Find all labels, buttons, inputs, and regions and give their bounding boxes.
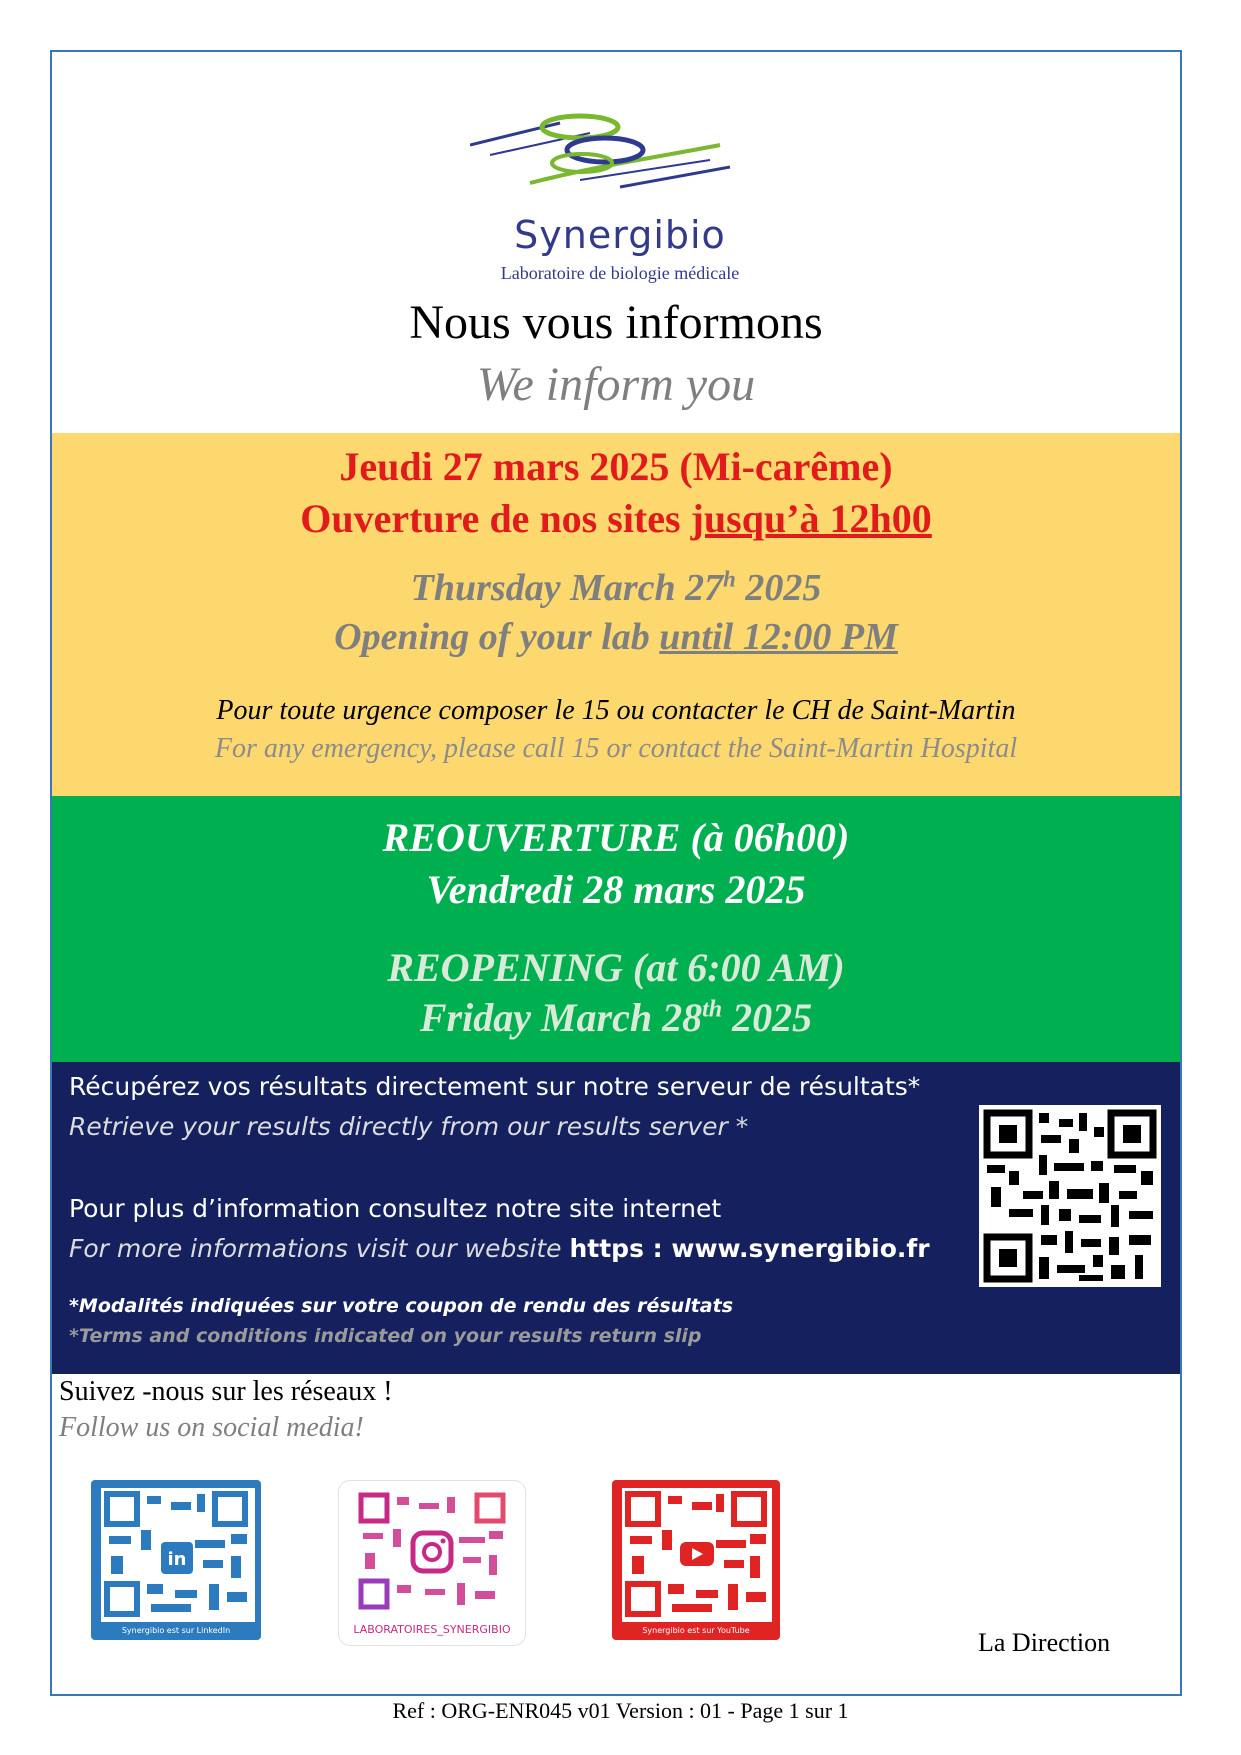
urgency-en: For any emergency, please call 15 or contact the Saint-Martin Hospital [214,733,1018,764]
instagram-qr-code[interactable] [338,1480,526,1646]
results-line2-en-text: For more informations visit our website [69,1234,570,1263]
results-line1-fr: Récupérez vos résultats directement sur notre serveur de résultats* [69,1072,921,1101]
linkedin-caption: Synergibio est sur LinkedIn [121,1626,231,1635]
reopening-title-en: REOPENING (at 6:00 AM) [387,945,845,990]
linkedin-qr-icon [91,1480,261,1625]
follow-title-fr: Suivez -nous sur les réseaux ! [59,1376,393,1407]
instagram-qr-icon [339,1481,525,1621]
website-link[interactable]: https : www.synergibio.fr [569,1234,930,1263]
reopening-date-en [52,994,1180,1041]
date-en-year: 2025 [735,567,822,609]
follow-title-en: Follow us on social media! [59,1412,364,1443]
signature: La Direction [978,1628,1111,1657]
opening-en-prefix: Opening of your lab [334,616,660,658]
page-title-en: We inform you [476,358,756,411]
opening-en-time: until 12:00 PM [659,616,898,658]
footer-reference: Ref : ORG-ENR045 v01 Version : 01 - Page 1 sur 1 [392,1698,849,1723]
reopen-date-en-year: 2025 [722,995,813,1040]
closure-opening-en [52,615,1180,659]
page-title-fr: Nous vous informons [409,296,823,349]
instagram-caption: LABORATOIRES_SYNERGIBIO [353,1623,511,1636]
results-line2-fr: Pour plus d’information consultez notre site internet [69,1194,722,1223]
date-en-prefix: Thursday March 27 [410,567,724,609]
qr-code-icon [979,1105,1161,1287]
reopen-date-en-prefix: Friday March 28 [419,995,703,1040]
results-line2-en [69,1234,930,1263]
logo-subtitle: Laboratoire de biologie médicale [500,263,740,283]
results-note-en: *Terms and conditions indicated on your results return slip [69,1325,702,1347]
youtube-qr-code[interactable] [612,1480,780,1640]
logo-name: Synergibio [514,213,726,257]
synergibio-logo [470,105,770,285]
opening-fr-prefix: Ouverture de nos sites [300,496,691,541]
closure-opening-fr [52,495,1180,542]
results-server-qr-code[interactable] [979,1105,1161,1287]
results-note-fr: *Modalités indiquées sur votre coupon de rendu des résultats [69,1295,733,1317]
reopening-title-fr: REOUVERTURE (à 06h00) [382,815,850,860]
youtube-caption: Synergibio est sur YouTube [642,1626,750,1635]
closure-section [52,433,1180,796]
opening-fr-time: jusqu’à 12h00 [690,496,932,541]
reopening-date-fr: Vendredi 28 mars 2025 [426,867,806,912]
reopening-section [52,796,1180,1062]
date-en-sup: h [723,566,736,592]
svg-text:in: in [167,1549,187,1570]
closure-date-en [52,566,1180,610]
reopen-date-en-sup: th [702,996,723,1023]
urgency-fr: Pour toute urgence composer le 15 ou contacter le CH de Saint-Martin [216,695,1016,726]
logo-swirl-icon [470,105,770,215]
linkedin-qr-code[interactable] [91,1480,261,1640]
closure-date-fr: Jeudi 27 mars 2025 (Mi-carême) [339,444,893,489]
results-line1-en: Retrieve your results directly from our results server * [69,1112,749,1141]
youtube-qr-icon [612,1480,780,1625]
